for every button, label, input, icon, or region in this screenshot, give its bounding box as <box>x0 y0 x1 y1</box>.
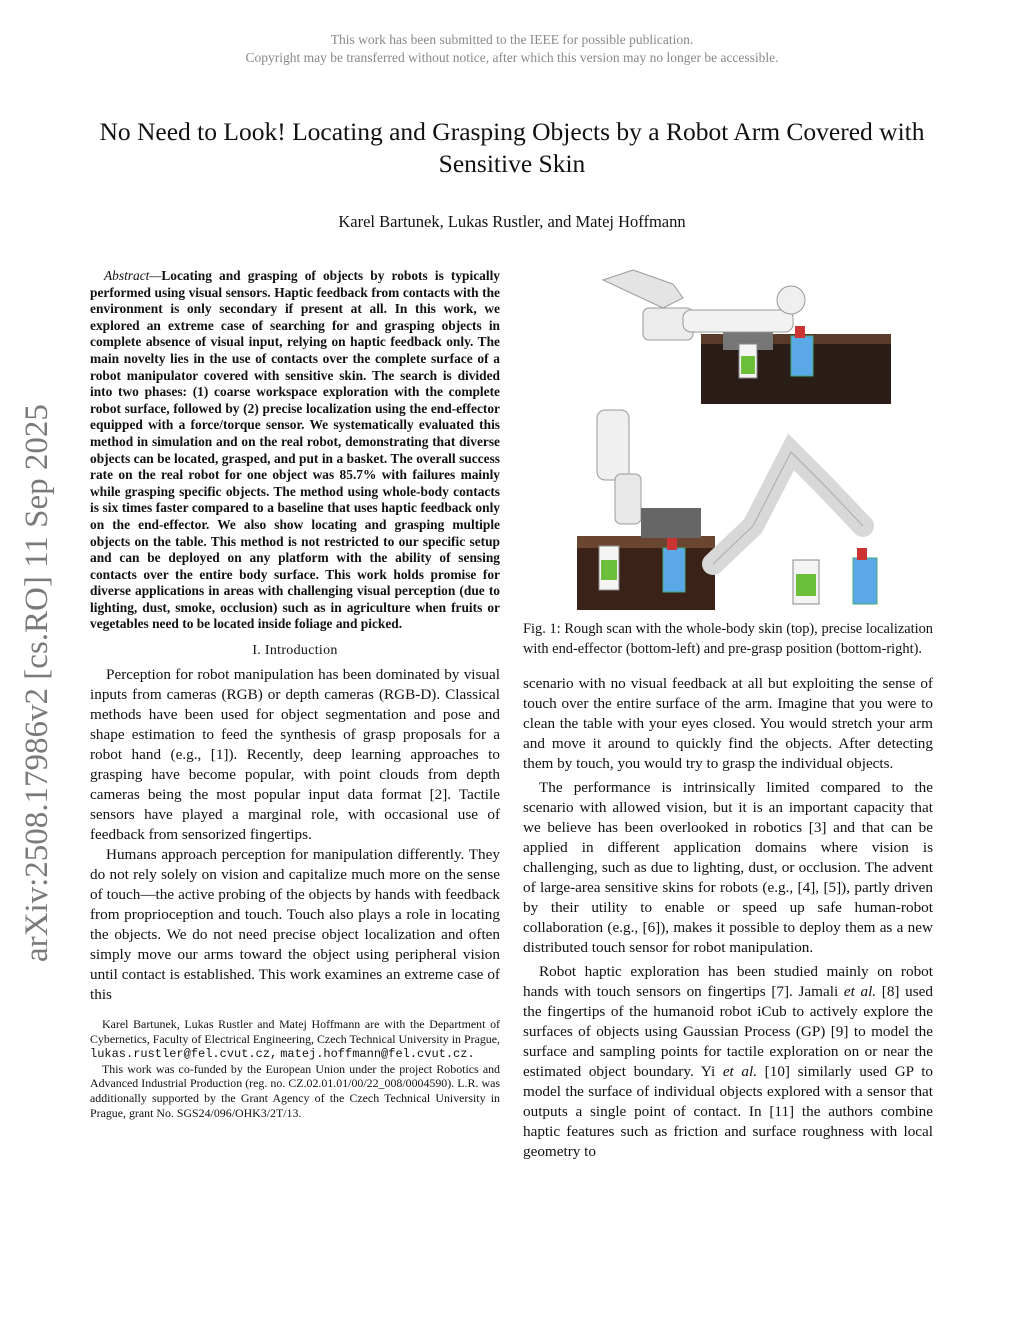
intro-paragraph-4: The performance is intrinsically limited compared to the scenario with allowed vision, but it is an important capacity that we believe has been overlooked in robotics [3] and that can be applied in different application domains where vision is challenging, such as due to lighting, dust, or occlusion. The advent of large-area sensitive skins for robots (e.g., [4], [5]), partly driven by their utility to enable or speed up safe human-robot collaboration (e.g., [6]), makes it possible to deploy them as a new distributed touch sensor for robot manipulation. <box>523 778 933 956</box>
right-column <box>523 620 933 1162</box>
paper-title: No Need to Look! Locating and Grasping Objects by a Robot Arm Covered with Sensitive Skin <box>99 117 925 178</box>
submission-notice: This work has been submitted to the IEEE for possible publication. <box>330 32 694 47</box>
email-hoffmann[interactable]: matej.hoffmann@fel.cvut.cz. <box>280 1047 475 1062</box>
copyright-notice: Copyright may be transferred without notice, after which this version may no longer be accessible. <box>245 50 779 65</box>
figure-caption: Fig. 1: Rough scan with the whole-body skin (top), precise localization with end-effector (bottom-left) and pre-grasp position (bottom-right). <box>523 621 933 657</box>
email-rustler[interactable]: lukas.rustler@fel.cvut.cz, <box>90 1047 278 1062</box>
intro-paragraph-3: scenario with no visual feedback at all but exploiting the sense of touch over the entire surface of the arm. Imagine that you were to clean the table with your eyes closed. You would stretch your arm and move it around to quickly find the objects. After detecting them by touch, you would try to grasp the individual objects. <box>523 674 933 772</box>
photo-precise-localization <box>577 410 715 610</box>
section-heading-introduction: I. Introduction <box>252 643 338 659</box>
abstract-text: Locating and grasping of objects by robots is typically performed using visual sensors. Haptic feedback from contacts with the environment is only secondary if present at all. In this work, we explored an extreme case of searching for and grasping objects in complete absence of visual input, relying on haptic feedback only. The main novelty lies in the use of contacts over the complete surface of a robot manipulator covered with sensitive skin. The search is divided into two phases: (1) coarse workspace exploration with the complete robot surface, followed by (2) precise localization using the end-effector equipped with a force/torque sensor. We systematically evaluated this method in simulation and on the real robot, demonstrating that diverse objects can be located, grasped, and put in a basket. The overall success rate on the real robot for one object was 85.7% with failures mainly while grasping specific objects. The method using whole-body contacts is six times faster compared to a baseline that uses haptic feedback only on the end-effector. We also show locating and grasping multiple objects on the table. This method is not restricted to our specific setup and can be deployed on any platform with the ability of sensing contacts over the entire body surface. This work holds promise for diverse applications in areas with challenging visual perception (due to lighting, dust, smoke, occlusion) such as in agriculture when fruits or vegetables need to be located inside foliage and picked. <box>90 268 500 632</box>
figure-1 <box>563 264 893 614</box>
robot-photos <box>563 264 893 614</box>
photo-pre-grasp <box>713 452 877 604</box>
intro-paragraph-2: Humans approach perception for manipulation differently. They do not rely solely on vision and capitalize much more on the sense of touch—the active probing of the objects by hands with feedback from proprioception and touch. Touch also plays a role in locating the objects. We do not need precise object localization and often simply move our arms toward the object using peripheral vision until contact is established. This work examines an extreme case of this <box>90 846 500 1004</box>
photo-rough-scan <box>603 270 891 404</box>
footnote-affiliation: Karel Bartunek, Lukas Rustler and Matej Hoffmann are with the Department of Cybernetics, Faculty of Electrical Engineering, Czech Technical University in Prague, <box>90 1017 500 1046</box>
footnote <box>90 1017 500 1120</box>
abstract-label: Abstract <box>104 268 150 283</box>
intro-paragraph-1: Perception for robot manipulation has been dominated by visual inputs from cameras (RGB) or depth cameras (RGB-D). Classical methods have been used for object segmentation and pose and shape estimation to feed the synthesis of grasp proposals for a robot hand (e.g., [1]). Recently, deep learning approaches to grasping have become popular, with point clouds from depth cameras being the most popular input data format [2]. Tactile sensors have played a marginal role, with occasional use of feedback from sensorized fingertips. <box>90 666 500 844</box>
intro-paragraph-5: Robot haptic exploration has been studied mainly on robot hands with touch sensors on fingertips [7]. Jamali et al. [8] used the fingertips of the humanoid robot iCub to actively explore the surfaces of objects using Gaussian Process (GP) [9] to model the surface and sampling points for tactile exploration on or near the estimated object boundary. Yi et al. [10] similarly used GP to model the surface of individual objects explored with a sensor that outputs a single point of contact. In [11] the authors combine haptic features such as friction and surface roughness with local geometry to <box>523 962 934 1160</box>
arxiv-watermark: arXiv:2508.17986v2 [cs.RO] 11 Sep 2025 <box>19 404 55 962</box>
footnote-funding: This work was co-funded by the European Union under the project Robotics and Advanced Industrial Production (reg. no. CZ.02.01.01/00/22_008/0004590). L.R. was additionally supported by the Grant Agency of the Czech Technical University in Prague, grant No. SGS24/096/OHK3/2T/13. <box>90 1061 500 1120</box>
paper-authors: Karel Bartunek, Lukas Rustler, and Matej Hoffmann <box>338 212 686 231</box>
abstract: Abstract—Locating and grasping of objects by robots is typically performed using visual sensors. Haptic feedback from contacts with the environment is only secondary if present at all. In this work, we explored an extreme case of searching for and grasping objects in complete absence of visual input, relying on haptic feedback only. The main novelty lies in the use of contacts over the complete surface of a robot manipulator covered with sensitive skin. The search is divided into two phases: (1) coarse workspace exploration with the complete robot surface, followed by (2) precise localization using the end-effector equipped with a force/torque sensor. We systematically evaluated this method in simulation and on the real robot, demonstrating that diverse objects can be located, grasped, and put in a basket. The overall success rate on the real robot for one object was 85.7% with failures mainly while grasping specific objects. The method using whole-body contacts is six times faster compared to a baseline that uses haptic feedback only on the end-effector. We also show locating and grasping multiple objects on the table. This method is not restricted to our specific setup and can be deployed on any platform with the ability of sensing contacts over the entire body surface. This work holds promise for diverse applications in areas with challenging visual perception (due to lighting, dust, smoke, occlusion) such as in agriculture when fruits or vegetables need to be located inside foliage and picked. <box>90 268 500 632</box>
left-column <box>90 268 500 1120</box>
